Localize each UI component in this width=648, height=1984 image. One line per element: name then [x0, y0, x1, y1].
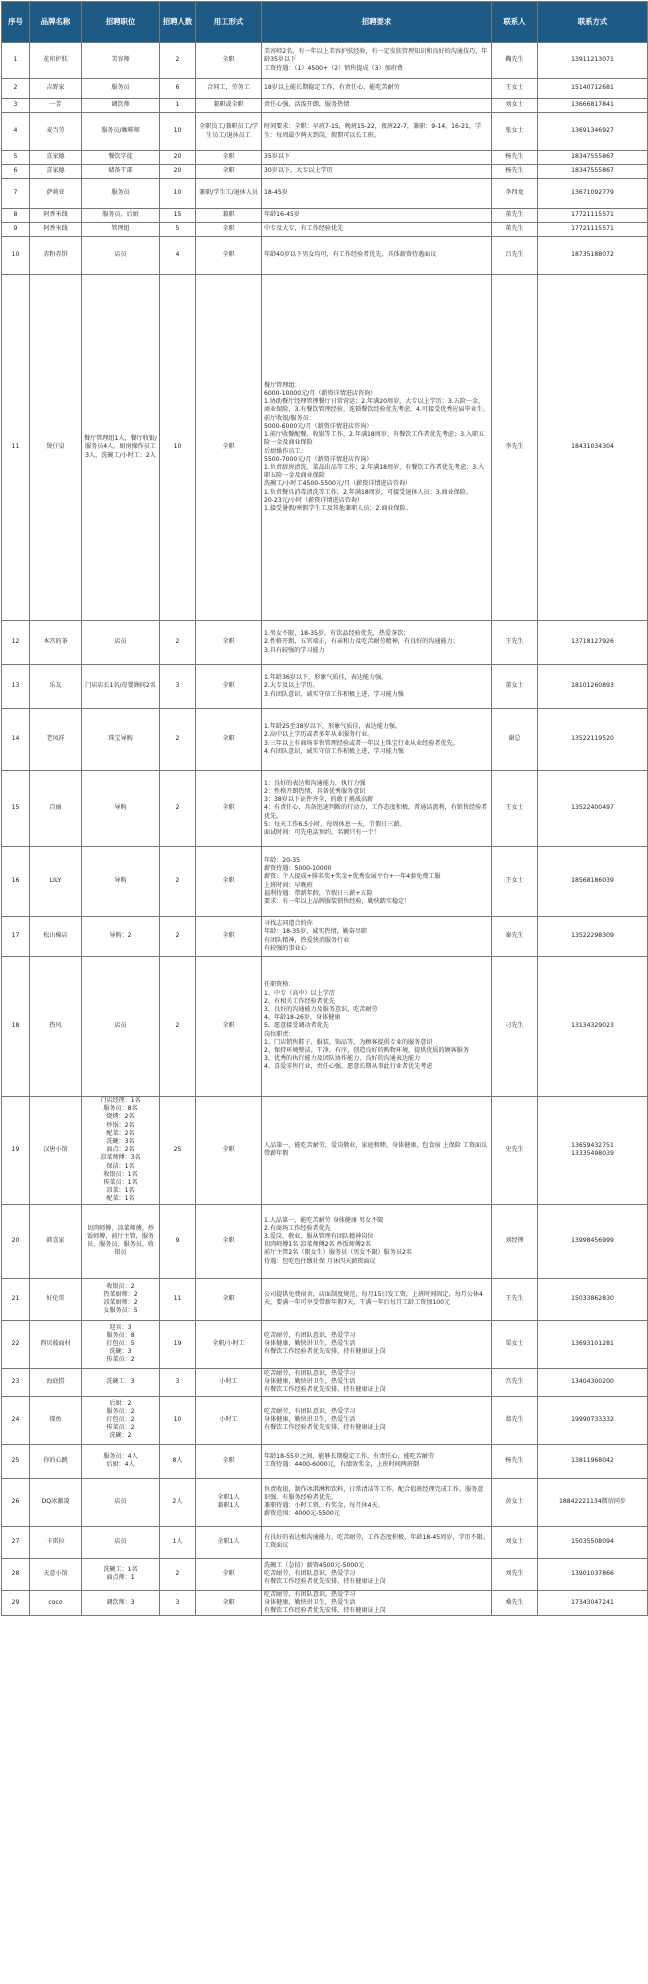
contact-person: 黄女士: [492, 1478, 538, 1526]
row-number: 22: [2, 1320, 30, 1368]
employment-type: 全职: [196, 665, 262, 709]
requirements: 吃苦耐劳，有团队意识，热爱学习 身体健康，勤快讲卫生，热爱生活 有餐饮工作经验者优先安排，持有健康证上岗: [262, 1590, 492, 1616]
contact-person: 刘女士: [492, 1526, 538, 1558]
table-row: [2, 113, 648, 151]
headcount: 1: [160, 99, 196, 113]
position: 服务员: [82, 179, 160, 209]
headcount: 25: [160, 1097, 196, 1205]
brand-name: 花印护肤: [30, 43, 82, 79]
headcount: 3: [160, 665, 196, 709]
requirements: 寻找志同道合的你 年龄：18-35岁，诚实热情，勤奋尽职 有团队精神，热爱快消服务行业 有较强的事业心: [262, 917, 492, 957]
contact-person: 张女士: [492, 113, 538, 151]
table-body: [2, 43, 648, 1616]
header-cell: 序号: [2, 2, 30, 43]
contact-person: 董先生: [492, 209, 538, 223]
brand-name: 好伦哥: [30, 1278, 82, 1320]
headcount: 10: [160, 1396, 196, 1444]
phone-number: 13691346927: [538, 113, 648, 151]
table-row: [2, 99, 648, 113]
requirements: 年龄40岁以下男女均可，有工作经验者优先，具体薪资待遇面议: [262, 237, 492, 275]
row-number: 2: [2, 79, 30, 99]
employment-type: 全职: [196, 1590, 262, 1616]
headcount: 10: [160, 179, 196, 209]
row-number: 4: [2, 113, 30, 151]
position: 店员: [82, 1526, 160, 1558]
phone-number: 17721115571: [538, 209, 648, 223]
table-row: [2, 79, 648, 99]
phone-number: 13811968042: [538, 1444, 648, 1478]
position: 店员: [82, 237, 160, 275]
employment-type: 全职: [196, 847, 262, 917]
table-row: [2, 1368, 648, 1396]
contact-person: 史先生: [492, 1097, 538, 1205]
phone-number: 19990733332: [538, 1396, 648, 1444]
phone-number: 15140712681: [538, 79, 648, 99]
table-row: [2, 1478, 648, 1526]
requirements: 年龄18-55岁之间，能够长期稳定工作，有责任心，能吃苦耐劳 工资待遇：4400-6000元，有绩效奖金，上班时间两班倒: [262, 1444, 492, 1478]
position: 洗碗工：1名 面点师：1: [82, 1558, 160, 1590]
brand-name: 一芳: [30, 99, 82, 113]
phone-number: 13134329023: [538, 957, 648, 1097]
contact-person: 王女士: [492, 847, 538, 917]
position: 门店店长1名/母婴顾问2名: [82, 665, 160, 709]
brand-name: 卡雷拉: [30, 1526, 82, 1558]
brand-name: 乐友: [30, 665, 82, 709]
employment-type: 小时工: [196, 1396, 262, 1444]
employment-type: 兼职或全职: [196, 99, 262, 113]
row-number: 7: [2, 179, 30, 209]
table-row: [2, 1278, 648, 1320]
header-cell: 招聘人数: [160, 2, 196, 43]
contact-person: 秦先生: [492, 917, 538, 957]
employment-type: 全职: [196, 917, 262, 957]
phone-number: 13522400497: [538, 771, 648, 847]
contact-person: 李四龙: [492, 179, 538, 209]
requirements: 餐厅管理组： 6000-10000元/月（薪资详情进店咨询） 1.协助餐厅经理管理餐厅日常营运；2.年满20周岁，大专以上学历；3.五险一金，商业保险，3.有餐饮管理经验，连锁餐饮经验优先考虑，4.可接受优秀应届毕业生。 前厅收银/服务员： 5000-6000元/月（薪资详情进店咨询） 1.前厅收餐配餐、收银等工作，2.年满18周岁，有餐饮工作者优先考虑；3.入职五险一金及商业保险 后厨操作员工： 5500-7000元/月（薪资详情进店咨询） 1.负责厨房清洗、菜品出品等工作；2.年满18周岁，有餐饮工作者优先考虑；3.入职五险一金及商业保险 洗碗工/小时工4500-5500元/月（薪资详情进店咨询） 1.负责餐具消毒清洗等工作，2.年满18周岁，可接受退休人员；3.商业保险。 20-23元/小时（薪资详情进店咨询） 1.接受暑假/寒假学生工及其他兼职人员；2.商业保险。: [262, 275, 492, 621]
requirements: 年龄16-45岁: [262, 209, 492, 223]
headcount: 10: [160, 113, 196, 151]
table-row: [2, 165, 648, 179]
table-row: [2, 1320, 648, 1368]
headcount: 10: [160, 275, 196, 621]
headcount: 20: [160, 151, 196, 165]
table-row: [2, 179, 648, 209]
position: 服务员：4人 后厨：4人: [82, 1444, 160, 1478]
requirements: 任职资格： 1、中专（高中）以上学历 2、有相关工作经验者优先 3、良好的沟通能力及服务意识，吃苦耐劳 4、年龄18-26岁，身体健康 5、愿意接受调动者优先 岗位职责： 1、门店销售鞋子、服装、饰品等，为顾客提供专业的服务意识 2、保持环境整洁、干净，有序，创造良好的购物环境，提供优质的顾客服务 3、优秀的执行能力及团队协作能力，良好的沟通表达能力 4、喜爱零售行业，责任心强，愿意长期从事此行业者优先考虑: [262, 957, 492, 1097]
phone-number: 17721115571: [538, 223, 648, 237]
header-row: [2, 2, 648, 43]
contact-person: 刘女士: [492, 99, 538, 113]
row-number: 9: [2, 223, 30, 237]
phone-number: 13718127926: [538, 621, 648, 665]
row-number: 8: [2, 209, 30, 223]
position: 珠宝导购: [82, 709, 160, 771]
brand-name: 松山棉店: [30, 917, 82, 957]
employment-type: 全职: [196, 1204, 262, 1278]
row-number: 5: [2, 151, 30, 165]
row-number: 27: [2, 1526, 30, 1558]
phone-number: 13522119520: [538, 709, 648, 771]
brand-name: 阿香米线: [30, 209, 82, 223]
position: 储备干部: [82, 165, 160, 179]
header-cell: 联系方式: [538, 2, 648, 43]
requirements: 1.年龄36岁以下，形象气质佳，表达能力强。 2.大专及以上学历。 3.有团队意识，诚实守信工作积极上进，学习能力强: [262, 665, 492, 709]
row-number: 15: [2, 771, 30, 847]
table-row: [2, 1558, 648, 1590]
employment-type: 全职: [196, 151, 262, 165]
row-number: 1: [2, 43, 30, 79]
position: 店员: [82, 957, 160, 1097]
row-number: 25: [2, 1444, 30, 1478]
brand-name: 汉唐小馆: [30, 1097, 82, 1205]
row-number: 20: [2, 1204, 30, 1278]
employment-type: 兼职: [196, 209, 262, 223]
contact-person: 王女士: [492, 771, 538, 847]
phone-number: 13522298309: [538, 917, 648, 957]
table-row: [2, 1444, 648, 1478]
table-row: [2, 43, 648, 79]
header-cell: 招聘职位: [82, 2, 160, 43]
table-row: [2, 1396, 648, 1444]
headcount: 19: [160, 1320, 196, 1368]
employment-type: 全职: [196, 621, 262, 665]
row-number: 23: [2, 1368, 30, 1396]
headcount: 3: [160, 1368, 196, 1396]
position: 导购: [82, 847, 160, 917]
table-row: [2, 237, 648, 275]
requirements: 美容师2名，有一年以上美容护肤经验，有一定皮肤管理知识和良好的沟通技巧，年龄35岁以下 工资待遇：（1）4500+（2）销售提成（3）加班费: [262, 43, 492, 79]
employment-type: 全职: [196, 223, 262, 237]
position: 店员: [82, 621, 160, 665]
table-row: [2, 1204, 648, 1278]
table-row: [2, 1590, 648, 1616]
position: 导购: [82, 771, 160, 847]
contact-person: 葛先生: [492, 1396, 538, 1444]
brand-name: 赤粉赤饼: [30, 237, 82, 275]
phone-number: 18568186039: [538, 847, 648, 917]
contact-person: 刁先生: [492, 957, 538, 1097]
requirements: 18岁以上能长期稳定工作，有责任心，能吃苦耐劳: [262, 79, 492, 99]
employment-type: 全职: [196, 1278, 262, 1320]
headcount: 9: [160, 1204, 196, 1278]
requirements: 18-45岁: [262, 179, 492, 209]
employment-type: 全职: [196, 237, 262, 275]
table-row: [2, 275, 648, 621]
contact-person: 谢总: [492, 709, 538, 771]
row-number: 12: [2, 621, 30, 665]
header-cell: 品牌名称: [30, 2, 82, 43]
phone-number: 18347555867: [538, 165, 648, 179]
phone-number: 15035508094: [538, 1526, 648, 1558]
employment-type: 全职员工/兼职员工/学生员工/退休员工: [196, 113, 262, 151]
position: 美容师: [82, 43, 160, 79]
position: 切肉师傅，凉菜师傅，炒饭师傅，前厅主管，服务员，服务员，服务员，收银员: [82, 1204, 160, 1278]
headcount: 8人: [160, 1444, 196, 1478]
brand-name: 本宫的茶: [30, 621, 82, 665]
employment-type: 全职: [196, 165, 262, 179]
contact-person: 董先生: [492, 223, 538, 237]
requirements: 时间要求：全职：早班7-15，晚班15-22，夜班22-7，兼职：9-14，16-21，学生：每周最少两天到岗，假期可以长工班。: [262, 113, 492, 151]
brand-name: 吉野家: [30, 79, 82, 99]
table-row: [2, 1526, 648, 1558]
table-row: [2, 1097, 648, 1205]
contact-person: 吕先生: [492, 237, 538, 275]
headcount: 2: [160, 957, 196, 1097]
brand-name: 喜家德: [30, 151, 82, 165]
position: 调饮师: [82, 99, 160, 113]
brand-name: 探鱼: [30, 1396, 82, 1444]
position: 店员: [82, 1478, 160, 1526]
contact-person: 刘先生: [492, 1558, 538, 1590]
requirements: 人品第一，能吃苦耐劳，爱岗敬业，家庭和睦，身体健康，包食宿 上保险 工资面议 带薪年假: [262, 1097, 492, 1205]
headcount: 4: [160, 237, 196, 275]
requirements: 35岁以下: [262, 151, 492, 165]
brand-name: 天意小馆: [30, 1558, 82, 1590]
employment-type: 合同工，劳务工: [196, 79, 262, 99]
contact-person: 王先生: [492, 1278, 538, 1320]
brand-name: 阿香米线: [30, 223, 82, 237]
table-row: [2, 847, 648, 917]
table-row: [2, 665, 648, 709]
position: 门店经理：1名 服务员：8名 烧烤：2名 炒锅：2名 配菜：2名 洗碗：3名 面点：2名 凉菜师傅：3名 保洁：1名 收银员：1名 传菜员：1名 凉菜：1名 配菜：1名: [82, 1097, 160, 1205]
headcount: 2: [160, 621, 196, 665]
brand-name: 麦当劳: [30, 113, 82, 151]
table-row: [2, 957, 648, 1097]
contact-person: 刘经理: [492, 1204, 538, 1278]
row-number: 6: [2, 165, 30, 179]
brand-name: 热风: [30, 957, 82, 1097]
employment-type: 全职: [196, 771, 262, 847]
header-cell: 招聘要求: [262, 2, 492, 43]
employment-type: 全职: [196, 1444, 262, 1478]
headcount: 5: [160, 223, 196, 237]
position: 收银员：2 热菜厨师：2 凉菜厨师：2 女服务员：5: [82, 1278, 160, 1320]
requirements: 30岁以下，大专以上学历: [262, 165, 492, 179]
contact-person: 鞠先生: [492, 43, 538, 79]
position: 导购：2: [82, 917, 160, 957]
table-row: [2, 151, 648, 165]
table-row: [2, 223, 648, 237]
position: 服务员，后厨: [82, 209, 160, 223]
header-cell: 联系人: [492, 2, 538, 43]
requirements: 负责收银，制作冰淇淋和饮料，日常清洁等工作，配合值班经理完成工作，服务意识强，有服务经验者优先。 兼职待遇：小时工资，有奖金，每月休4天。 薪资范围：4000元-5500元: [262, 1478, 492, 1526]
header-cell: 用工形式: [196, 2, 262, 43]
phone-number: 13404300200: [538, 1368, 648, 1396]
employment-type: 全职1人 兼职1人: [196, 1478, 262, 1526]
phone-number: 18735188072: [538, 237, 648, 275]
row-number: 28: [2, 1558, 30, 1590]
employment-type: 兼职/学生工/退休人员: [196, 179, 262, 209]
requirements: 1.男女不限，18-35岁，有饮品经验优先，热爱茶饮； 2.性格开朗，五官端正，有亲和力及吃苦耐劳精神，有良好的沟通能力； 3.具有较强的学习能力: [262, 621, 492, 665]
brand-name: 西贝莜面村: [30, 1320, 82, 1368]
employment-type: 全职/小时工: [196, 1320, 262, 1368]
position: 餐厅管理组1人，餐厅收银/服务员4人，厨房操作员工3人，洗碗工/小时工：2人: [82, 275, 160, 621]
position: 服务员/咖啡师: [82, 113, 160, 151]
row-number: 11: [2, 275, 30, 621]
employment-type: 全职1人: [196, 1526, 262, 1558]
headcount: 11: [160, 1278, 196, 1320]
row-number: 10: [2, 237, 30, 275]
position: 服务员: [82, 79, 160, 99]
headcount: 2: [160, 847, 196, 917]
headcount: 2: [160, 771, 196, 847]
row-number: 3: [2, 99, 30, 113]
position: 调饮师：3: [82, 1590, 160, 1616]
row-number: 21: [2, 1278, 30, 1320]
brand-name: 煲仔皇: [30, 275, 82, 621]
phone-number: 17343047241: [538, 1590, 648, 1616]
requirements: 1.人品第一，能吃苦耐劳 身体健康 男女不限 2.有商场工作经验者优先 3.爱岗，敬业，服从管理有团队精神岗位 切肉师傅1名 凉菜师傅2名 炒饭师傅2名 前厅主管2名（限女生）服务员（男女不限）服务员2名 待遇：包吃包住缴社保 月休四天薪资面议: [262, 1204, 492, 1278]
brand-name: 喜家德: [30, 165, 82, 179]
employment-type: 全职: [196, 1558, 262, 1590]
employment-type: 全职: [196, 709, 262, 771]
row-number: 14: [2, 709, 30, 771]
requirements: 责任心强，活泼开朗，服务热情: [262, 99, 492, 113]
requirements: 1.年龄25至38岁以下，形象气质佳，表达能力强。 2.高中以上学历或者多年从业服务行业。 3.三年以上有商场零售管理经验或者一年以上珠宝行业从业经验者优先。 4.有团队意识，诚实守信工作积极上进，学习能力强: [262, 709, 492, 771]
phone-number: 18101260893: [538, 665, 648, 709]
contact-person: 杨先生: [492, 165, 538, 179]
phone-number: 18842221134微信同步: [538, 1478, 648, 1526]
brand-name: coco: [30, 1590, 82, 1616]
requirements: 1：良好的表达和沟通能力，执行力强 2：性格开朗热情，具备优秀服务意识 3：38岁以下证件齐全，的敢于挑战高薪 4：有责任心，具备迅速判断的行动力，工作态度积极，普通话流利，有销售经验者优先。 5：每天工作6.5小时，每周休息一天，节假日三薪。 面试时间：可先电话预约，名额只有一个！: [262, 771, 492, 847]
row-number: 16: [2, 847, 30, 917]
headcount: 2: [160, 1558, 196, 1590]
position: 管理组: [82, 223, 160, 237]
headcount: 1人: [160, 1526, 196, 1558]
brand-name: 海底捞: [30, 1368, 82, 1396]
row-number: 13: [2, 665, 30, 709]
requirements: 年龄：20-35 薪资待遇：5000-10000 薪资：个人提成+排名奖+奖金+优秀发展平台+一年4套免费工服 上班时间：早晚班 福利待遇：带薪年假，节假日三薪+五险 要求：有一年以上品牌服装销售经验，勤快踏实稳定！: [262, 847, 492, 917]
brand-name: 萨莉亚: [30, 179, 82, 209]
headcount: 6: [160, 79, 196, 99]
position: 洗碗工：3: [82, 1368, 160, 1396]
phone-number: 13901037866: [538, 1558, 648, 1590]
requirements: 吃苦耐劳，有团队意识，热爱学习 身体健康，勤快讲卫生，热爱生活 有餐饮工作经验者优先安排，持有健康证上岗: [262, 1396, 492, 1444]
row-number: 17: [2, 917, 30, 957]
requirements: 中专及大专，有工作经验优先: [262, 223, 492, 237]
row-number: 24: [2, 1396, 30, 1444]
employment-type: 全职: [196, 43, 262, 79]
table-row: [2, 621, 648, 665]
brand-name: 老凤祥: [30, 709, 82, 771]
row-number: 29: [2, 1590, 30, 1616]
phone-number: 13659432751 13335498039: [538, 1097, 648, 1205]
employment-type: 全职: [196, 275, 262, 621]
phone-number: 18347555867: [538, 151, 648, 165]
row-number: 26: [2, 1478, 30, 1526]
table-row: [2, 917, 648, 957]
table-row: [2, 771, 648, 847]
headcount: 15: [160, 209, 196, 223]
contact-person: 董女士: [492, 665, 538, 709]
phone-number: 13911213071: [538, 43, 648, 79]
contact-person: 王女士: [492, 79, 538, 99]
contact-person: 杨先生: [492, 151, 538, 165]
phone-number: 13666817841: [538, 99, 648, 113]
headcount: 20: [160, 165, 196, 179]
requirements: 公司提供免费宿舍，店面制度规范，每月15日发工资，上班时间固定，每月公休4天，要满一年可享受带薪年假7天，干满一年后每月工龄工资加100元: [262, 1278, 492, 1320]
phone-number: 13693101281: [538, 1320, 648, 1368]
brand-name: DQ冰激凌: [30, 1478, 82, 1526]
employment-type: 全职: [196, 957, 262, 1097]
contact-person: 栗女士: [492, 1320, 538, 1368]
headcount: 2人: [160, 1478, 196, 1526]
position: 餐饮学徒: [82, 151, 160, 165]
phone-number: 13671092779: [538, 179, 648, 209]
contact-person: 桑先生: [492, 1590, 538, 1616]
contact-person: 王先生: [492, 621, 538, 665]
employment-type: 全职: [196, 1097, 262, 1205]
brand-name: 百丽: [30, 771, 82, 847]
recruitment-table: [1, 1, 648, 1616]
contact-person: 李先生: [492, 275, 538, 621]
brand-name: 你的心跳: [30, 1444, 82, 1478]
headcount: 2: [160, 709, 196, 771]
row-number: 19: [2, 1097, 30, 1205]
employment-type: 小时工: [196, 1368, 262, 1396]
position: 后厨：2 服务员：2 打包员：2 传菜员：2 洗碗：2: [82, 1396, 160, 1444]
requirements: 吃苦耐劳，有团队意识，热爱学习 身体健康，勤快讲卫生，热爱生活 有餐饮工作经验者优先安排，持有健康证上岗: [262, 1320, 492, 1368]
brand-name: LILY: [30, 847, 82, 917]
contact-person: 宫先生: [492, 1368, 538, 1396]
row-number: 18: [2, 957, 30, 1097]
headcount: 2: [160, 917, 196, 957]
contact-person: 杨先生: [492, 1444, 538, 1478]
headcount: 2: [160, 43, 196, 79]
requirements: 洗碗工（急招）薪资4500元-5000元 吃苦耐劳，有团队意识，热爱学习 有餐饮工作经验者优先安排，持有健康证上岗: [262, 1558, 492, 1590]
phone-number: 13998456999: [538, 1204, 648, 1278]
table-row: [2, 209, 648, 223]
position: 迎宾：3 服务员：8 打包员：5 洗碗：3 传菜员：2: [82, 1320, 160, 1368]
phone-number: 15033862830: [538, 1278, 648, 1320]
brand-name: 韩喜家: [30, 1204, 82, 1278]
table-row: [2, 709, 648, 771]
headcount: 3: [160, 1590, 196, 1616]
requirements: 有良好的表达和沟通能力，吃苦耐劳，工作态度积极，年龄18-45周岁，学历不限。 工资面议: [262, 1526, 492, 1558]
phone-number: 18431034304: [538, 275, 648, 621]
requirements: 吃苦耐劳，有团队意识，热爱学习 身体健康，勤快讲卫生，热爱生活 有餐饮工作经验者优先安排，持有健康证上岗: [262, 1368, 492, 1396]
